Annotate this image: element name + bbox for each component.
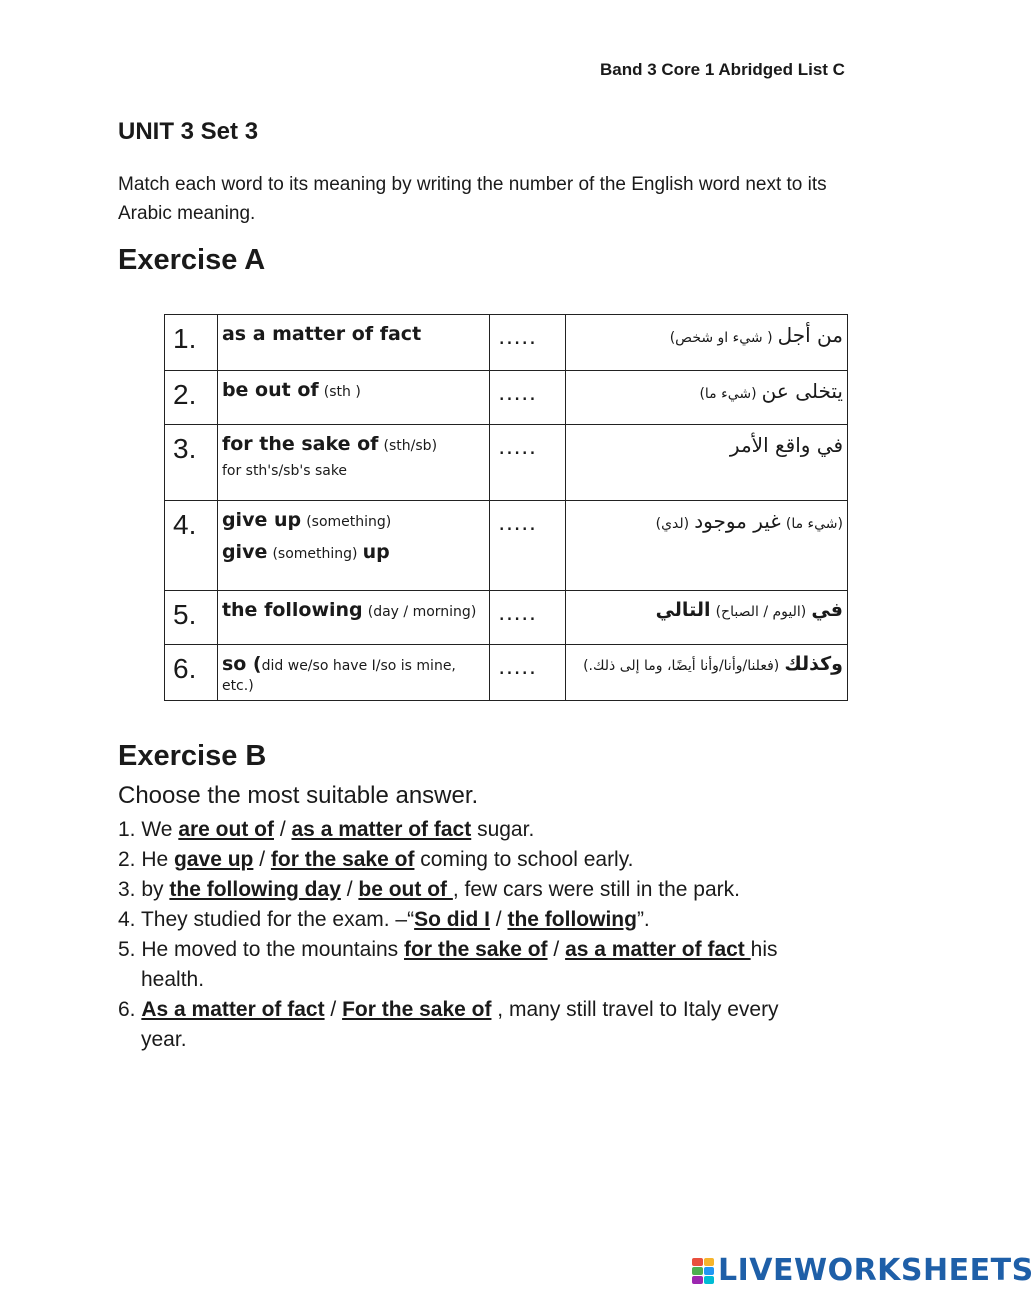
english-term: so (did we/so have I/so is mine, etc.) [217, 645, 489, 701]
row-number: 6. [165, 645, 218, 701]
logo-tile [704, 1258, 715, 1266]
arabic-meaning: وكذلك (فعلنا/وأنا/وأنا أيضًا، وما إلى ذلك.) [565, 645, 847, 701]
table-row [165, 645, 848, 701]
english-term: as a matter of fact [217, 315, 489, 371]
logo-text: LIVEWORKSHEETS [718, 1253, 1034, 1288]
question-1: 1. We are out of / as a matter of fact sugar. [118, 818, 535, 841]
row-number: 2. [165, 371, 218, 425]
arabic-meaning: (شيء ما) غير موجود (لدي) [565, 501, 847, 591]
option-1[interactable]: As a matter of fact [141, 998, 325, 1021]
option-1[interactable]: gave up [174, 848, 254, 871]
question-5: 5. He moved to the mountains for the sake of / as a matter of fact his health. [118, 938, 778, 991]
question-3: 3. by the following day / be out of , few cars were still in the park. [118, 878, 740, 901]
logo-tile [692, 1276, 703, 1284]
table-row [165, 315, 848, 371]
logo-grid-icon [692, 1258, 714, 1284]
english-term: the following (day / morning) [217, 591, 489, 645]
unit-title: UNIT 3 Set 3 [118, 118, 259, 145]
arabic-meaning: في واقع الأمر [565, 425, 847, 501]
question-4: 4. They studied for the exam. –“So did I / the following”. [118, 908, 650, 931]
liveworksheets-logo [692, 1253, 1034, 1288]
answer-blank[interactable]: ..... [490, 645, 566, 701]
english-term: be out of (sth ) [217, 371, 489, 425]
answer-blank[interactable]: ..... [490, 425, 566, 501]
row-number: 4. [165, 501, 218, 591]
arabic-meaning: يتخلى عن (شيء ما) [565, 371, 847, 425]
english-term: give up (something) give (something) up [217, 501, 489, 591]
option-1[interactable]: are out of [178, 818, 274, 841]
exercise-b-title: Exercise B [118, 740, 267, 772]
row-number: 1. [165, 315, 218, 371]
option-2[interactable]: as a matter of fact [291, 818, 472, 841]
option-2[interactable]: the following [507, 908, 637, 931]
row-number: 5. [165, 591, 218, 645]
option-1[interactable]: for the sake of [404, 938, 548, 961]
table-row [165, 591, 848, 645]
row-number: 3. [165, 425, 218, 501]
exercise-a-title: Exercise A [118, 244, 266, 276]
logo-tile [704, 1267, 715, 1275]
logo-tile [704, 1276, 715, 1284]
option-2[interactable]: be out of [358, 878, 453, 901]
answer-blank[interactable]: ..... [490, 591, 566, 645]
logo-tile [692, 1258, 703, 1266]
table-row [165, 501, 848, 591]
question-2: 2. He gave up / for the sake of coming to school early. [118, 848, 634, 871]
arabic-meaning: في (اليوم / الصباح) التالي [565, 591, 847, 645]
option-1[interactable]: So did I [414, 908, 490, 931]
table-row [165, 425, 848, 501]
exercise-b-instruction: Choose the most suitable answer. [118, 782, 479, 809]
table-row [165, 371, 848, 425]
document-header: Band 3 Core 1 Abridged List C [600, 60, 845, 79]
option-1[interactable]: the following day [169, 878, 341, 901]
logo-tile [692, 1267, 703, 1275]
option-2[interactable]: for the sake of [270, 848, 415, 871]
option-2[interactable]: For the sake of [342, 998, 492, 1021]
answer-blank[interactable]: ..... [490, 501, 566, 591]
instructions: Match each word to its meaning by writing the number of the English word next to its Arabic meaning. [118, 174, 827, 224]
option-2[interactable]: as a matter of fact [565, 938, 751, 961]
arabic-meaning: من أجل ( شيء او شخص) [565, 315, 847, 371]
english-term: for the sake of (sth/sb) for sth's/sb's sake [217, 425, 489, 501]
question-list [118, 815, 878, 1055]
answer-blank[interactable]: ..... [490, 371, 566, 425]
question-6: 6. As a matter of fact / For the sake of , many still travel to Italy every year. [118, 998, 779, 1051]
answer-blank[interactable]: ..... [490, 315, 566, 371]
matching-table [164, 314, 848, 701]
